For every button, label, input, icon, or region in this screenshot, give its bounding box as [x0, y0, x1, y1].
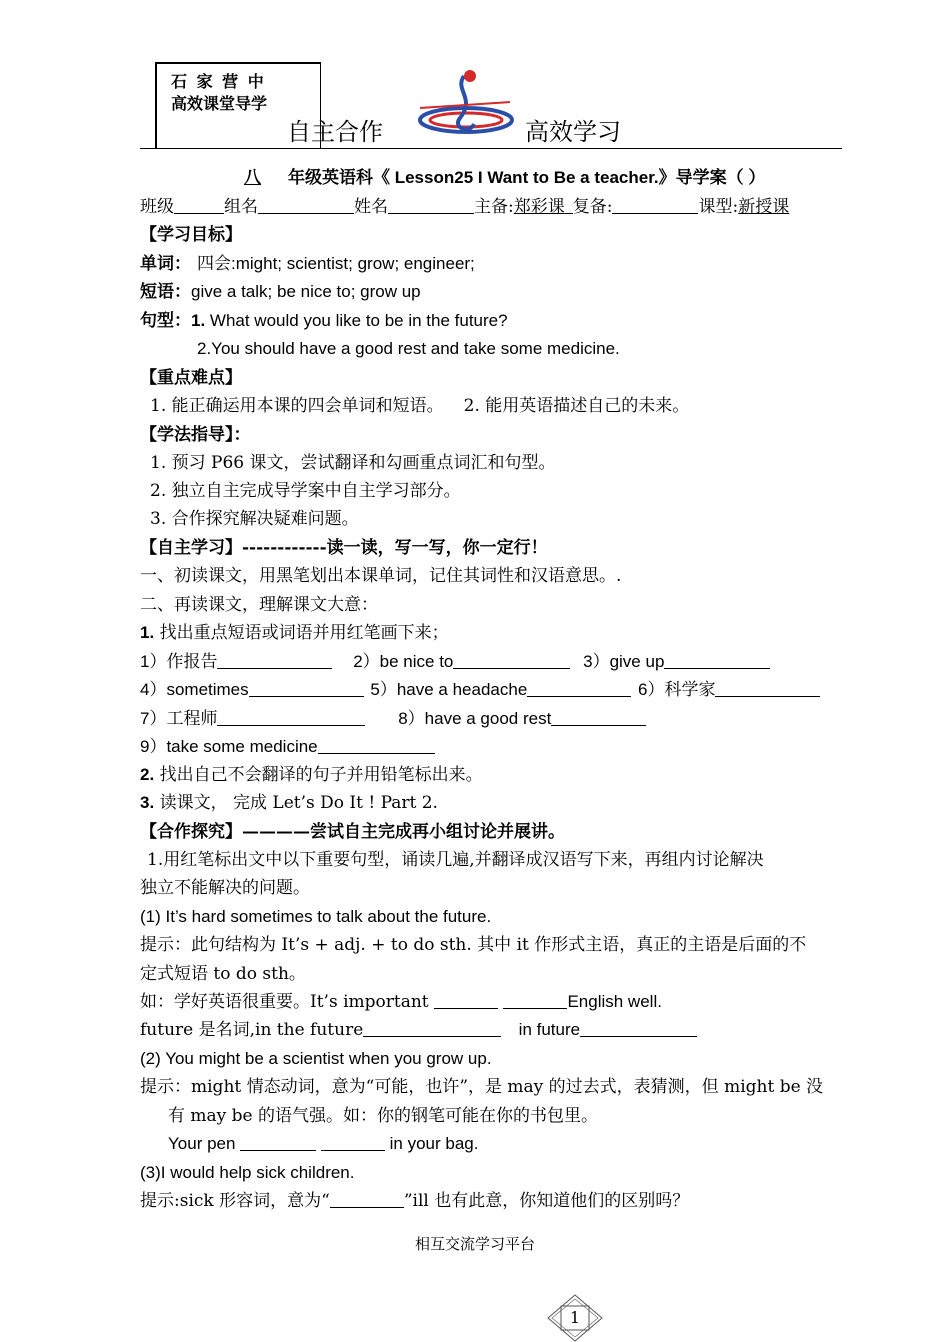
sentence-1-tip-1: 提示：此句结构为 It’s + adj. + to do sth. 其中 it 作形式主语，真正的主语是后面的不: [140, 935, 807, 955]
phrase-6: 6）科学家: [638, 680, 716, 699]
task2-num: 2.: [140, 765, 155, 784]
goals-phrases: [140, 280, 421, 304]
prep-spacer: [565, 197, 573, 214]
title-grade: 八: [244, 168, 261, 187]
future-blank-1[interactable]: [363, 1020, 501, 1037]
selfstudy-subtitle: ------------读一读，写一写，你一定行！: [242, 538, 548, 558]
phrase-row-4: [140, 735, 435, 759]
selfstudy-title: 【自主学习】: [140, 538, 242, 558]
cooperation-intro-1: 1.用红笔标出文中以下重要句型，诵读几遍,并翻译成汉语写下来，再组内讨论解决: [147, 850, 764, 870]
sentence-3-tip-suffix: ”ill 也有此意，你知道他们的区别吗？: [403, 1191, 690, 1211]
phrase-7-blank[interactable]: [217, 709, 365, 726]
phrase-row-2: [140, 678, 820, 702]
group-label: 组名: [224, 197, 258, 217]
sentence-3-blank[interactable]: [330, 1191, 404, 1208]
phrase-1: 1）作报告: [140, 652, 218, 671]
phrase-5: 5）have a headache: [370, 680, 528, 699]
prep-value: 郑彩课: [513, 197, 565, 217]
review-label: 复备:: [572, 197, 613, 217]
phrase-3: 3）give up: [583, 652, 665, 671]
sentence-1-example: [140, 990, 662, 1014]
phrase-2: 2）be nice to: [353, 652, 454, 671]
task3-num: 3.: [140, 793, 155, 812]
cooperation-heading: [140, 820, 565, 844]
school-name-line2: 高效课堂导学: [171, 94, 268, 113]
example-2-blank-2[interactable]: [321, 1134, 385, 1151]
phrase-row-3: [140, 707, 646, 731]
title-text: 年级英语科《 Lesson25 I Want to Be a teacher.》导学案（ ）: [288, 168, 766, 187]
task1-text: 找出重点短语或词语并用红笔画下来；: [154, 623, 449, 643]
phrase-4-blank[interactable]: [249, 680, 364, 697]
selfstudy-step2: 二、再读课文，理解课文大意：: [140, 595, 378, 615]
phrases-label: 短语：: [140, 282, 191, 302]
keypoint-2: 2. 能用英语描述自己的未来。: [463, 396, 690, 416]
sentence1-text: What would you like to be in the future?: [205, 311, 508, 330]
page-number: 1: [569, 1308, 581, 1327]
example-1-blank-2[interactable]: [503, 992, 567, 1009]
example-2-suffix: in your bag.: [389, 1134, 479, 1153]
sentence-3-tip-prefix: 提示:sick 形容词，意为“: [140, 1191, 330, 1211]
cooperation-subtitle: ————尝试自主完成再小组讨论并展讲。: [242, 822, 565, 842]
phrase-5-blank[interactable]: [527, 680, 631, 697]
cooperation-intro-2: 独立不能解决的问题。: [140, 878, 310, 898]
sentence-1: (1) It’s hard sometimes to talk about the future.: [140, 907, 492, 926]
words-text: 四会:might; scientist; grow; engineer;: [197, 254, 475, 273]
sentence-1-tip-2: 定式短语 to do sth。: [140, 964, 306, 984]
sentences-label: 句型：: [140, 311, 191, 331]
group-field[interactable]: [258, 197, 354, 214]
phrase-6-blank[interactable]: [715, 680, 820, 697]
task3-text: 读课文， 完成 Let’s Do It ! Part 2.: [154, 793, 438, 813]
future-prefix: future 是名词,in the future: [140, 1020, 364, 1040]
keypoints-line: [150, 394, 689, 418]
info-line: [140, 195, 789, 219]
keypoint-1: 1. 能正确运用本课的四会单词和短语。: [150, 396, 444, 416]
future-mid: in future: [518, 1020, 581, 1039]
selfstudy-heading: [140, 536, 548, 560]
review-field[interactable]: [612, 197, 698, 214]
example-1-blank-1[interactable]: [434, 992, 498, 1009]
keypoints-heading: 【重点难点】: [140, 368, 242, 388]
method-item-3: 3. 合作探究解决疑难问题。: [150, 509, 359, 529]
selfstudy-step1: 一、初读课文，用黑笔划出本课单词，记住其词性和汉语意思。.: [140, 566, 622, 586]
footer-text: 相互交流学习平台: [414, 1235, 535, 1253]
goals-words: [140, 252, 475, 276]
task1-num: 1.: [140, 623, 155, 642]
sentence2-text: 2.You should have a good rest and take some medicine.: [197, 339, 620, 358]
school-name-line1: 石 家 营 中: [171, 72, 266, 91]
sentence-2-tip-1: 提示：might 情态动词，意为“可能，也许”，是 may 的过去式，表猜测，但 might be 没: [140, 1077, 824, 1097]
goals-heading: 【学习目标】: [140, 225, 242, 245]
phrase-1-blank[interactable]: [217, 652, 332, 669]
example-1-suffix: English well.: [567, 992, 662, 1011]
name-field[interactable]: [388, 197, 474, 214]
method-item-1: 1. 预习 P66 课文，尝试翻译和勾画重点词汇和句型。: [150, 453, 556, 473]
method-heading: 【学法指导】：: [140, 425, 251, 445]
sentence-2-tip-2: 有 may be 的语气强。如：你的钢笔可能在你的书包里。: [168, 1106, 599, 1126]
cooperation-title: 【合作探究】: [140, 822, 242, 842]
example-1-prefix: 如：学好英语很重要。It’s important: [140, 992, 429, 1012]
phrase-9: 9）take some medicine: [140, 737, 318, 756]
example-2-prefix: Your pen: [168, 1134, 236, 1153]
future-line: [140, 1018, 697, 1042]
slogan-right: 高效学习: [525, 118, 621, 146]
sentence1-num: 1.: [191, 311, 206, 330]
phrases-text: give a talk; be nice to; grow up: [191, 282, 421, 301]
sentence-3: (3)I would help sick children.: [140, 1163, 355, 1182]
phrase-9-blank[interactable]: [318, 737, 435, 754]
words-label: 单词：: [140, 254, 191, 274]
example-2-blank-1[interactable]: [240, 1134, 316, 1151]
selfstudy-task1: [140, 621, 449, 645]
selfstudy-task3: [140, 791, 438, 815]
slogan-left: 自主合作: [287, 118, 383, 146]
sentence-3-tip: [140, 1189, 689, 1213]
goals-sentences: [140, 309, 508, 333]
class-field[interactable]: [174, 197, 224, 214]
phrase-8: 8）have a good rest: [398, 709, 552, 728]
name-label: 姓名: [354, 197, 388, 217]
phrase-4: 4）sometimes: [140, 680, 249, 699]
type-value: 新授课: [738, 197, 790, 217]
method-item-2: 2. 独立自主完成导学案中自主学习部分。: [150, 481, 461, 501]
header-divider: [140, 148, 842, 149]
phrase-row-1: [140, 650, 770, 674]
task2-text: 找出自己不会翻译的句子并用铅笔标出来。: [154, 765, 483, 785]
school-logo-icon: [410, 68, 522, 144]
class-label: 班级: [140, 197, 174, 217]
sentence-2-example: [168, 1132, 478, 1156]
phrase-3-blank[interactable]: [664, 652, 770, 669]
future-blank-2[interactable]: [580, 1020, 697, 1037]
type-label: 课型:: [698, 197, 739, 217]
prep-label: 主备:: [474, 197, 514, 217]
sentence-2: (2) You might be a scientist when you grow up.: [140, 1049, 492, 1068]
phrase-8-blank[interactable]: [551, 709, 646, 726]
phrase-2-blank[interactable]: [453, 652, 570, 669]
selfstudy-task2: [140, 763, 483, 787]
page-title: [244, 166, 765, 190]
phrase-7: 7）工程师: [140, 709, 218, 728]
